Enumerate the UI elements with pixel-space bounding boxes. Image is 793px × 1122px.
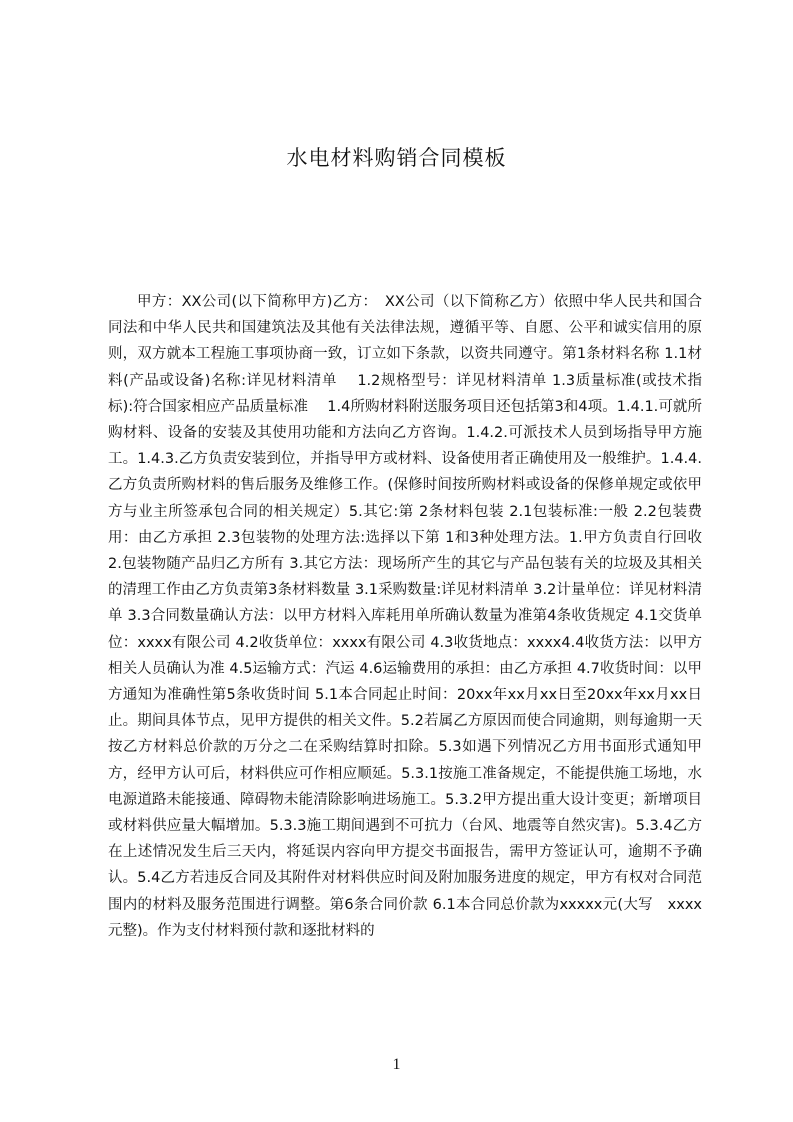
contract-body-text: 甲方：XX公司(以下简称甲方)乙方： XX公司（以下简称乙方）依照中华人民共和国合同法和中华人民共和国建筑法及其他有关法律法规，遵循平等、自愿、公平和诚实信用的原则，双方就本工程施工事项协商一致，订立如下条款，以资共同遵守。第1条材料名称 1.1材料(产品或设备)名称:详见材料清单 1.2规格型号：详见材料清单 1.3质量标准(或技术指标):符合国家相应产品质量标准 1.4所购材料附送服务项目还包括第3和4项。1.4.1.可就所购材料、设备的安装及其使用功能和方法向乙方咨询。1.4.2.可派技术人员到场指导甲方施工。1.4.3.乙方负责安装到位，并指导甲方或材料、设备使用者正确使用及一般维护。1.4.4.乙方负责所购材料的售后服务及维修工作。(保修时间按所购材料或设备的保修单规定或依甲方与业主所签承包合同的相关规定）5.其它:第 2条材料包装 2.1包装标准:一般 2.2包装费用：由乙方承担 2.3包装物的处理方法:选择以下第 1和3种处理方法。1.甲方负责自行回收 2.包装物随产品归乙方所有 3.其它方法：现场所产生的其它与产品包装有关的垃圾及其相关的清理工作由乙方负责第3条材料数量 3.1采购数量:详见材料清单 3.2计量单位：详见材料清单 3.3合同数量确认方法：以甲方材料入库耗用单所确认数量为准第4条收货规定 4.1交货单位：xxxx有限公司 4.2收货单位：xxxx有限公司 4.3收货地点：xxxx4.4收货方法：以甲方相关人员确认为准 4.5运输方式：汽运 4.6运输费用的承担：由乙方承担 4.7收货时间：以甲方通知为准确性第5条收货时间 5.1本合同起止时间：20xx年xx月xx日至20xx年xx月xx日止。期间具体节点，见甲方提供的相关文件。5.2若属乙方原因而使合同逾期，则每逾期一天按乙方材料总价款的万分之二在采购结算时扣除。5.3如遇下列情况乙方用书面形式通知甲方，经甲方认可后，材料供应可作相应顺延。5.3.1按施工准备规定，不能提供施工场地，水电源道路未能接通、障碍物未能清除影响进场施工。5.3.2甲方提出重大设计变更；新增项目或材料供应量大幅增加。5.3.3施工期间遇到不可抗力（台风、地震等自然灾害)。5.3.4乙方在上述情况发生后三天内，将延误内容向甲方提交书面报告，需甲方签证认可，逾期不予确认。5.4乙方若违反合同及其附件对材料供应时间及附加服务进度的规定，甲方有权对合同范围内的材料及服务范围进行调整。第6条合同价款 6.1本合同总价款为xxxxx元(大写 xxxx元整)。作为支付材料预付款和逐批材料的 [108, 294, 702, 939]
document-title: 水电材料购销合同模板 [286, 146, 507, 170]
page-number: 1 [392, 1056, 401, 1073]
